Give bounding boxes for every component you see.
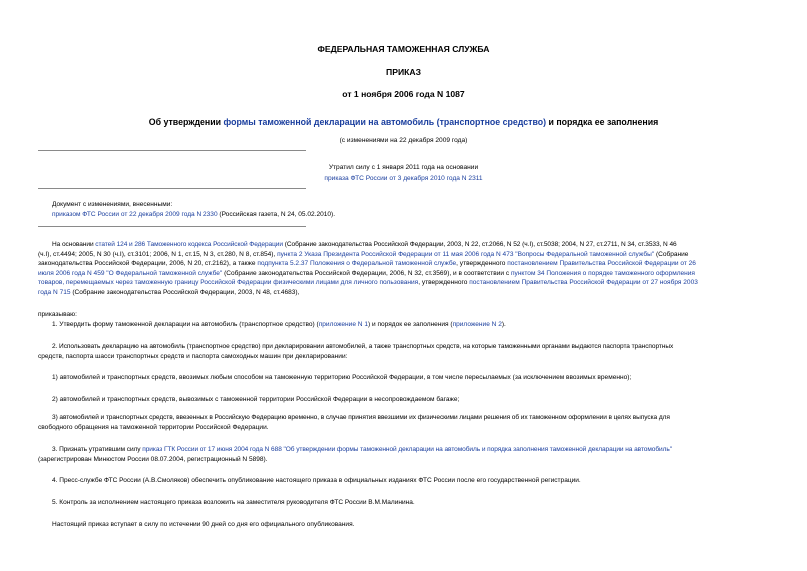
item-text: ). [501,321,506,328]
subitem-2: 2) автомобилей и транспортных средств, вывозимых с таможенной территории Российской Федерации в несопровождаемом багаже; [52,396,460,403]
preamble-line [38,259,766,269]
rule-divider [38,226,306,227]
preamble-text: , утвержденного [418,279,470,286]
preamble-text: На основании [52,241,96,248]
title-form-link[interactable]: формы таможенной декларации на автомобиль (транспортное средство) [223,117,547,127]
changes-order-link[interactable]: приказом ФТС России от 22 декабря 2009 года N 2330 [52,211,218,218]
item-2-line-2: средств, паспорта шасси транспортных средств и паспорта самоходных машин при декларировании: [38,352,348,360]
preamble-text: (Собрание [654,250,689,258]
item-text: 1. Утвердить форму таможенной декларации на автомобиль (транспортное средство) ( [52,321,319,328]
changes-line [52,210,335,220]
item-2-line-1: 2. Использовать декларацию на автомобиль (транспортное средство) при декларировании автомобилей, а также транспортных средств, на которые таможенными органами выдаются паспорта транспортных [52,343,674,350]
preamble-line [38,278,766,288]
preamble-line [38,269,766,279]
item-text: ) и порядок ее заполнения ( [367,321,453,328]
item-3-line-2: (зарегистрирован Минюстом России 08.07.2004, регистрационный N 5898). [38,455,268,463]
preamble-text: (Собрание законодательства Российской Федерации, 2003, N 22, ст.2066, N 52 (ч.I), ст.5038; 2004, N 27, ст.2711, N 34, ст.3533, N 46 [282,241,677,248]
tax-code-link[interactable]: статей 124 и 286 Таможенного кодекса Российской Федерации [95,241,283,248]
item-1 [52,320,506,330]
revision-note: (с изменениями на 22 декабря 2009 года) [339,137,468,144]
government-resolution-link[interactable]: июля 2006 года N 459 "О Федеральной таможенной службе" [38,269,223,277]
expired-note: Утратил силу с 1 января 2011 года на основании [328,164,479,171]
item-5: 5. Контроль за исполнением настоящего приказа возложить на заместителя руководителя ФТС России В.М.Малинина. [52,499,415,506]
effective-clause: Настоящий приказ вступает в силу по истечении 90 дней со дня его официального опубликования. [52,521,355,528]
item-3-line-1 [38,445,780,455]
subitem-1: 1) автомобилей и транспортных средств, ввозимых любым способом на таможенную территорию Российской Федерации, в том числе пересылаемых (за исключением ввозимых временно); [52,374,632,381]
preamble-line [38,250,766,260]
title-suffix: и порядка ее заполнения [546,117,659,127]
order-word: приказываю: [38,311,77,318]
subitem-3-line-2: свободного обращения на таможенной территории Российской Федерации. [38,423,269,431]
appendix-1-link[interactable]: приложение N 1 [318,321,368,328]
rule-divider [38,150,306,151]
expired-link[interactable]: приказа ФТС России от 3 декабря 2010 года N 2311 [324,175,483,182]
government-resolution-link[interactable]: постановлением Правительства Российской Федерации от 26 [507,260,696,267]
preamble-text: (ч.I), ст.4494; 2005, N 30 (ч.I), ст.3101; 2006, N 1, ст.15, N 3, ст.280, N 8, ст.854), [38,250,278,258]
subitem-3-line-1: 3) автомобилей и транспортных средств, ввезенных в Российскую Федерацию временно, в случае принятия ввезшими их физическими лицами решения об их таможенном оформлении в целях выпуска для [52,414,670,421]
clause-34-link[interactable]: пунктом 34 Положения о порядке таможенного оформления [511,269,695,277]
resolution-715-link[interactable]: года N 715 [38,288,71,296]
preamble-text: законодательства Российской Федерации, 2006, N 20, ст.2162), а также [38,260,258,267]
date-number-heading: от 1 ноября 2006 года N 1087 [342,89,465,99]
regulation-link[interactable]: подпункта 5.2.37 Положения о Федеральной таможенной службе [257,260,457,267]
title-prefix: Об утверждении [148,117,224,127]
document-title [0,117,807,127]
appendix-2-link[interactable]: приложение N 2 [452,321,502,328]
preamble-line [38,240,780,250]
preamble-text: (Собрание законодательства Российской Федерации, 2006, N 32, ст.3569), и в соответствии с [222,269,511,277]
changes-suffix: (Российская газета, N 24, 05.02.2010). [217,211,336,218]
preamble-text: , утвержденного [456,260,508,267]
resolution-715-link[interactable]: постановлением Правительства Российской Федерации от 27 ноября 2003 [469,279,698,286]
preamble-text: (Собрание законодательства Российской Федерации, 2003, N 48, ст.4683), [70,288,300,296]
decree-link[interactable]: пункта 2 Указа Президента Российской Федерации от 11 мая 2006 года N 473 "Вопросы Федеральной таможенной службы" [277,250,655,258]
changes-note: Документ с изменениями, внесенными: [52,201,173,208]
item-4: 4. Пресс-службе ФТС России (А.В.Смоляков) обеспечить опубликование настоящего приказа в официальных изданиях ФТС России после его государственной регистрации. [52,477,581,484]
clause-34-link[interactable]: товаров, перемещаемых через таможенную границу Российской Федерации физическими лицами для личного пользования [38,279,419,286]
rule-divider [38,188,306,189]
item-text: 3. Признать утратившим силу [52,446,143,453]
preamble-line [38,288,766,298]
gtk-order-688-link[interactable]: приказ ГТК России от 17 июня 2004 года N 688 "Об утверждении формы таможенной декларации на автомобиль и порядка заполнения таможенной декларации на автомобиль" [142,446,672,453]
doc-type-heading: ПРИКАЗ [386,67,421,77]
agency-heading: ФЕДЕРАЛЬНАЯ ТАМОЖЕННАЯ СЛУЖБА [317,44,490,54]
